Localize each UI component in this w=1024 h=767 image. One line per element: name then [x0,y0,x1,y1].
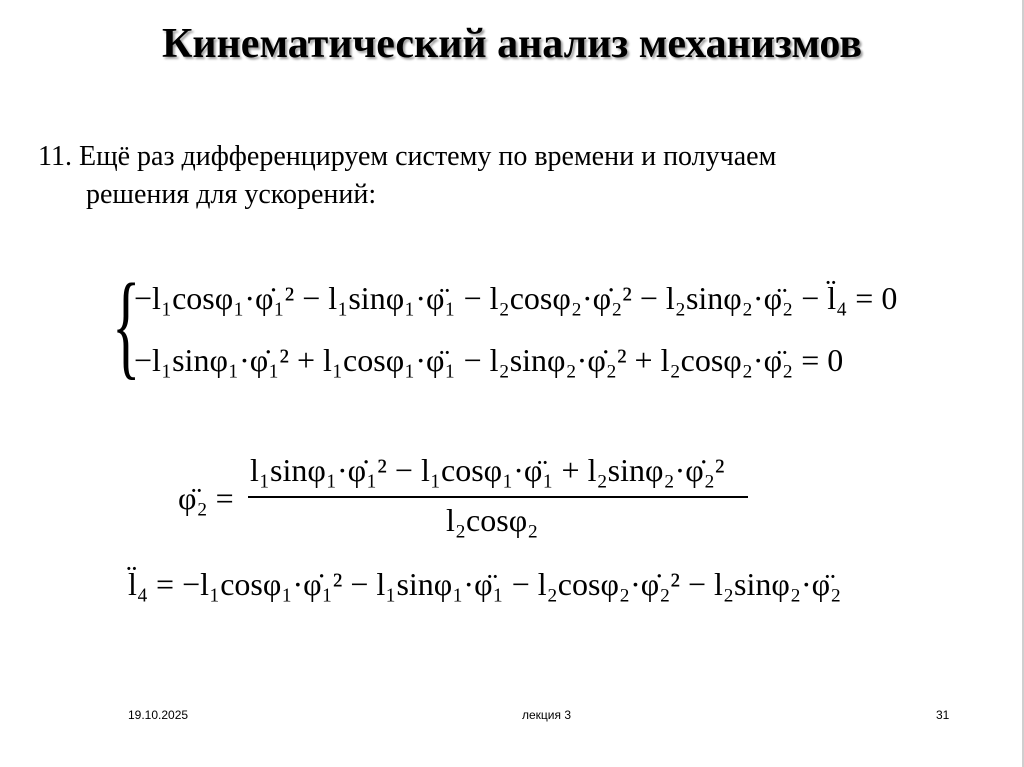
paragraph-line-1: 11. Ещё раз дифференцируем систему по времени и получаем [38,141,777,172]
phi2-acceleration-lhs: φ̈₂ = [178,480,234,516]
slide-title: Кинематический анализ механизмов [161,21,863,67]
system-brace: { [112,259,141,390]
paragraph-line-2: решения для ускорений: [86,179,377,210]
l4-acceleration-equation: l̈₄ = −l₁cosφ₁·φ̇₁² − l₁sinφ₁·φ̈₁ − l₂cosφ₂·φ̇₂² − l₂sinφ₂·φ̈₂ [128,566,842,602]
phi2-denominator: l₂cosφ₂ [446,502,539,538]
footer-lecture: лекция 3 [522,708,572,722]
system-equation-2: −l₁sinφ₁·φ̇₁² + l₁cosφ₁·φ̈₁ − l₂sinφ₂·φ̇₂² + l₂cosφ₂·φ̈₂ = 0 [134,342,844,378]
body-paragraph [38,138,998,214]
fraction-bar [248,496,748,498]
slide-number: 31 [936,708,950,722]
phi2-numerator: l₁sinφ₁·φ̇₁² − l₁cosφ₁·φ̈₁ + l₂sinφ₂·φ̇₂² [250,452,725,488]
footer-date: 19.10.2025 [128,708,189,722]
system-equation-1: −l₁cosφ₁·φ̇₁² − l₁sinφ₁·φ̈₁ − l₂cosφ₂·φ̇₂² − l₂sinφ₂·φ̈₂ − l̈₄ = 0 [134,280,898,316]
